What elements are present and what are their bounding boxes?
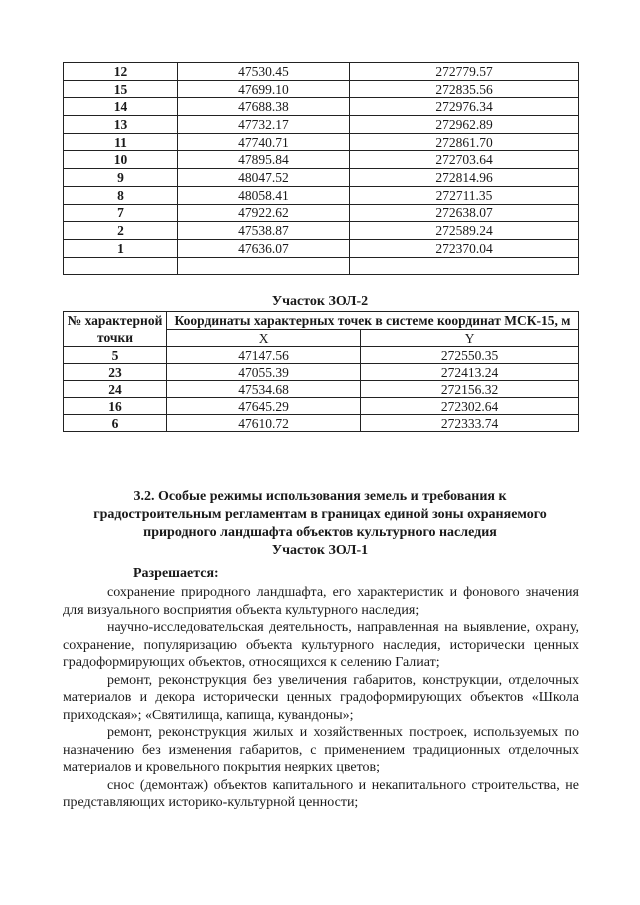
coord-x: 47530.45 xyxy=(177,63,349,81)
coord-y: 272550.35 xyxy=(361,347,579,364)
point-number: 2 xyxy=(64,222,178,240)
coord-x xyxy=(177,257,349,275)
table-row xyxy=(64,204,579,222)
point-number: 15 xyxy=(64,80,178,98)
coord-x: 47699.10 xyxy=(177,80,349,98)
section-heading xyxy=(60,488,580,560)
coord-x: 47922.62 xyxy=(177,204,349,222)
table-row xyxy=(64,63,579,81)
coordinates-table-zol1 xyxy=(63,62,579,275)
point-number: 13 xyxy=(64,116,178,134)
coord-x: 48047.52 xyxy=(177,169,349,187)
paragraph: ремонт, реконструкция без увеличения габаритов, конструкции, отделочных материалов и декора исторически ценных градоформирующих объектов «Школа приходская»; «Святилища, капища, кувандоны»; xyxy=(63,672,579,723)
table-row xyxy=(64,80,579,98)
body-text xyxy=(63,584,579,812)
point-number: 1 xyxy=(64,239,178,257)
point-number: 24 xyxy=(64,381,167,398)
table-row xyxy=(64,257,579,275)
header-col-x: X xyxy=(167,330,361,347)
coord-y: 272779.57 xyxy=(350,63,579,81)
header-coordinates: Координаты характерных точек в системе координат МСК-15, м xyxy=(167,312,579,330)
coord-y: 272333.74 xyxy=(361,415,579,432)
coord-y: 272370.04 xyxy=(350,239,579,257)
point-number: 16 xyxy=(64,398,167,415)
table-row xyxy=(64,169,579,187)
coord-y xyxy=(350,257,579,275)
point-number: 12 xyxy=(64,63,178,81)
coord-y: 272302.64 xyxy=(361,398,579,415)
table-row xyxy=(64,239,579,257)
paragraph: научно-исследовательская деятельность, направленная на выявление, охрану, сохранение, популяризацию объекта культурного наследия, исторически ценных градоформирующих объектов, относящихся к селению Галиат; xyxy=(63,620,579,670)
allowed-label: Разрешается: xyxy=(133,566,219,581)
table-row xyxy=(64,364,579,381)
coord-x: 47636.07 xyxy=(177,239,349,257)
table-row xyxy=(64,98,579,116)
coord-x: 47055.39 xyxy=(167,364,361,381)
coord-x: 47740.71 xyxy=(177,133,349,151)
point-number: 6 xyxy=(64,415,167,432)
table-row xyxy=(64,381,579,398)
coord-y: 272703.64 xyxy=(350,151,579,169)
coord-y: 272814.96 xyxy=(350,169,579,187)
coord-x: 47534.68 xyxy=(167,381,361,398)
paragraph: снос (демонтаж) объектов капитального и некапитального строительства, не представляющих историко-культурной ценности; xyxy=(63,777,579,810)
point-number xyxy=(64,257,178,275)
header-col-y: Y xyxy=(361,330,579,347)
coord-y: 272861.70 xyxy=(350,133,579,151)
table-row xyxy=(64,186,579,204)
point-number: 7 xyxy=(64,204,178,222)
coord-y: 272156.32 xyxy=(361,381,579,398)
table-row xyxy=(64,116,579,134)
coord-y: 272589.24 xyxy=(350,222,579,240)
coord-y: 272962.89 xyxy=(350,116,579,134)
table2-body xyxy=(64,347,579,432)
table-row xyxy=(64,347,579,364)
coordinates-table-zol2 xyxy=(63,311,579,432)
coord-x: 47895.84 xyxy=(177,151,349,169)
point-number: 14 xyxy=(64,98,178,116)
coord-x: 47610.72 xyxy=(167,415,361,432)
heading-line: Участок ЗОЛ-1 xyxy=(271,543,369,558)
section-title-zol2: Участок ЗОЛ-2 xyxy=(271,294,369,309)
coord-y: 272638.07 xyxy=(350,204,579,222)
paragraph: сохранение природного ландшафта, его характеристик и фонового значения для визуального восприятия объекта культурного наследия; xyxy=(63,585,579,618)
header-point-number: № характерной точки xyxy=(64,312,167,347)
coord-x: 47688.38 xyxy=(177,98,349,116)
coord-y: 272711.35 xyxy=(350,186,579,204)
coord-x: 47645.29 xyxy=(167,398,361,415)
point-number: 11 xyxy=(64,133,178,151)
paragraph: ремонт, реконструкция жилых и хозяйственных построек, используемых по назначению без изменения габаритов, с применением традиционных отделочных материалов и кровельного покрытия неярких цветов; xyxy=(63,725,579,775)
table-row xyxy=(64,398,579,415)
table-row xyxy=(64,222,579,240)
heading-line: природного ландшафта объектов культурного наследия xyxy=(143,525,497,540)
coord-y: 272976.34 xyxy=(350,98,579,116)
coord-y: 272413.24 xyxy=(361,364,579,381)
point-number: 9 xyxy=(64,169,178,187)
coord-y: 272835.56 xyxy=(350,80,579,98)
coord-x: 48058.41 xyxy=(177,186,349,204)
point-number: 10 xyxy=(64,151,178,169)
point-number: 23 xyxy=(64,364,167,381)
coord-x: 47732.17 xyxy=(177,116,349,134)
heading-line: 3.2. Особые режимы использования земель и требования к xyxy=(133,489,507,504)
table-row xyxy=(64,133,579,151)
heading-line: градостроительным регламентам в границах единой зоны охраняемого xyxy=(93,507,547,522)
coord-x: 47538.87 xyxy=(177,222,349,240)
table-row xyxy=(64,415,579,432)
point-number: 5 xyxy=(64,347,167,364)
table-row xyxy=(64,151,579,169)
point-number: 8 xyxy=(64,186,178,204)
table1-body xyxy=(64,63,579,275)
coord-x: 47147.56 xyxy=(167,347,361,364)
